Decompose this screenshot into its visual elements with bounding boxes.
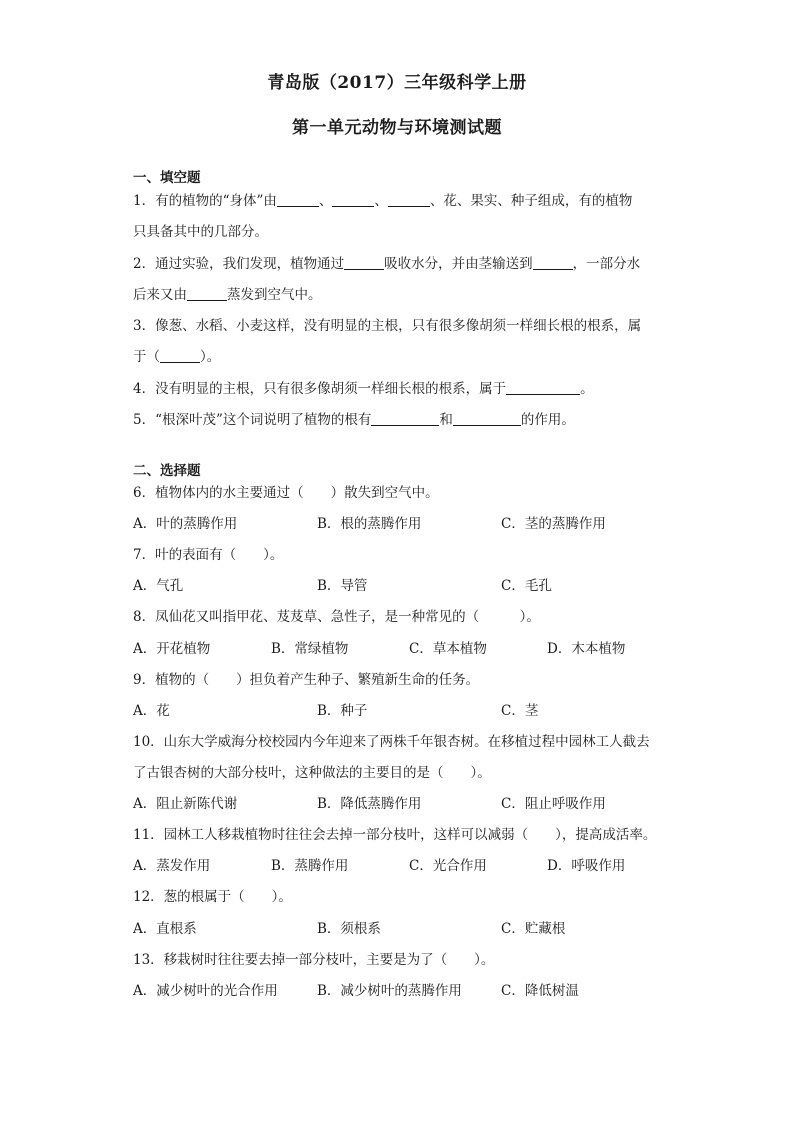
option-d[interactable]: D．呼吸作用 (547, 858, 626, 874)
option-a[interactable]: A．蒸发作用 (133, 858, 211, 874)
q1-sep: 、 (374, 193, 388, 209)
option-a[interactable]: A．直根系 (133, 921, 197, 937)
q4-text-b: 。 (580, 381, 594, 397)
question-12: 12．葱的根属于（ ）。 (133, 889, 292, 905)
question-13: 13．移栽树时往往要去掉一部分枝叶，主要是为了（ ）。 (133, 952, 495, 968)
page-title: 青岛版（2017）三年级科学上册 (267, 73, 527, 93)
question-1-line-2: 只具备其中的几部分。 (133, 224, 268, 240)
question-3-line-1: 3．像葱、水稻、小麦这样，没有明显的主根，只有很多像胡须一样细长根的根系，属 (133, 318, 642, 334)
q1-text-b: 、花、果实、种子组成，有的植物 (429, 193, 633, 209)
question-9: 9．植物的（ ）担负着产生种子、繁殖新生命的任务。 (133, 672, 480, 688)
option-b[interactable]: B．根的蒸腾作用 (317, 516, 422, 532)
answer-blank[interactable] (277, 192, 319, 207)
q2-text-d: 后来又由 (133, 287, 187, 303)
question-10-line-1: 10．山东大学威海分校校园内今年迎来了两株千年银杏树。在移植过程中园林工人截去 (133, 734, 650, 750)
question-11: 11．园林工人移栽植物时往往会去掉一部分枝叶，这样可以减弱（ ），提高成活率。 (133, 827, 657, 843)
question-4 (133, 380, 594, 398)
question-3-line-2 (133, 348, 220, 366)
option-d[interactable]: D．木本植物 (547, 641, 626, 657)
option-c[interactable]: C．贮藏根 (501, 921, 566, 937)
option-b[interactable]: B．须根系 (317, 921, 381, 937)
page-subtitle: 第一单元动物与环境测试题 (292, 118, 502, 138)
question-7: 7．叶的表面有（ ）。 (133, 547, 284, 563)
answer-blank[interactable] (453, 411, 521, 426)
answer-blank[interactable] (332, 192, 374, 207)
option-c[interactable]: C．光合作用 (409, 858, 487, 874)
q2-text-a: 2．通过实验，我们发现，植物通过 (133, 256, 345, 272)
q5-text-a: 5．“根深叶茂”这个词说明了植物的根有 (133, 412, 372, 428)
q1-text-a: 1．有的植物的“身体”由 (133, 193, 277, 209)
q1-sep: 、 (318, 193, 333, 209)
question-5 (133, 411, 575, 429)
question-2-line-2 (133, 286, 322, 304)
q2-text-e: 蒸发到空气中。 (227, 287, 322, 303)
q2-text-b: 吸收水分，并由茎输送到 (384, 256, 533, 272)
answer-blank[interactable] (344, 255, 384, 270)
option-b[interactable]: B．蒸腾作用 (271, 858, 349, 874)
option-a[interactable]: A．阻止新陈代谢 (133, 796, 238, 812)
option-b[interactable]: B．导管 (317, 578, 368, 594)
option-c[interactable]: C．茎 (501, 703, 539, 719)
option-c[interactable]: C．降低树温 (501, 983, 579, 999)
q5-text-b: 和 (439, 412, 453, 428)
answer-blank[interactable] (187, 286, 227, 301)
answer-blank[interactable] (533, 255, 573, 270)
question-6: 6．植物体内的水主要通过（ ）散失到空气中。 (133, 485, 439, 501)
option-b[interactable]: B．减少树叶的蒸腾作用 (317, 983, 462, 999)
option-a[interactable]: A．气孔 (133, 578, 184, 594)
q4-text-a: 4．没有明显的主根，只有很多像胡须一样细长根的根系，属于 (133, 381, 507, 397)
question-10-line-2: 了古银杏树的大部分枝叶，这种做法的主要目的是（ ）。 (133, 765, 491, 781)
question-1-line-1 (133, 192, 632, 210)
answer-blank[interactable] (371, 411, 439, 426)
question-2-line-1 (133, 255, 640, 273)
option-a[interactable]: A．叶的蒸腾作用 (133, 516, 238, 532)
answer-blank[interactable] (506, 380, 580, 395)
answer-blank[interactable] (160, 348, 200, 363)
option-c[interactable]: C．毛孔 (501, 578, 552, 594)
question-8: 8．凤仙花又叫指甲花、芨芨草、急性子，是一种常见的（ ）。 (133, 609, 540, 625)
q3-text-b: ）。 (200, 349, 221, 365)
section-heading-fill-blank: 一、填空题 (133, 170, 201, 186)
option-b[interactable]: B．常绿植物 (271, 641, 349, 657)
section-heading-multiple-choice: 二、选择题 (133, 463, 201, 479)
option-c[interactable]: C．阻止呼吸作用 (501, 796, 606, 812)
answer-blank[interactable] (388, 192, 430, 207)
q2-text-c: ，一部分水 (572, 256, 641, 272)
option-a[interactable]: A．开花植物 (133, 641, 211, 657)
option-c[interactable]: C．草本植物 (409, 641, 487, 657)
option-a[interactable]: A．减少树叶的光合作用 (133, 983, 278, 999)
q3-text-a: 于（ (133, 349, 160, 365)
option-b[interactable]: B．降低蒸腾作用 (317, 796, 422, 812)
option-a[interactable]: A．花 (133, 703, 170, 719)
option-b[interactable]: B．种子 (317, 703, 368, 719)
option-c[interactable]: C．茎的蒸腾作用 (501, 516, 606, 532)
q5-text-c: 的作用。 (520, 412, 575, 428)
